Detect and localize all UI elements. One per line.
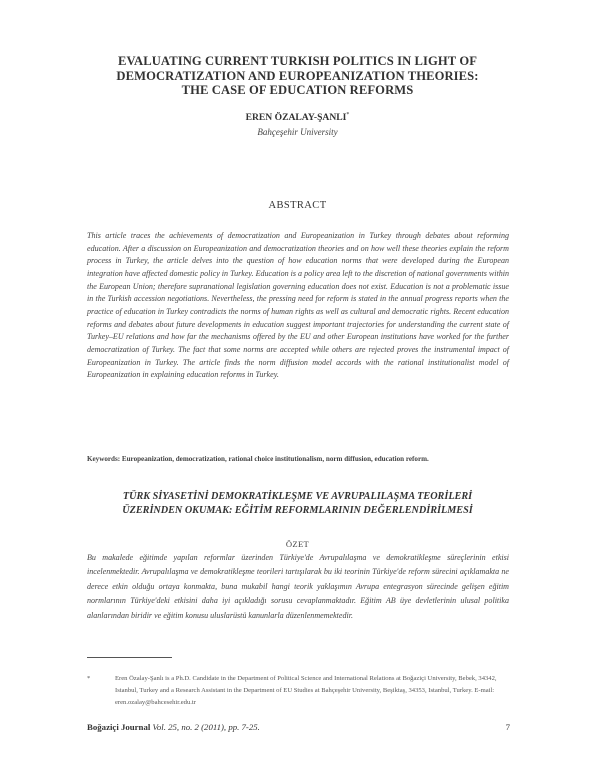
footnote-mark: * [87, 675, 91, 682]
turkish-title-line-1: TÜRK SİYASETİNİ DEMOKRATİKLEŞME VE AVRUPALILAŞMA TEORİLERİ [122, 491, 473, 502]
author-footnote-mark: * [346, 112, 350, 118]
footnote-divider [87, 657, 172, 658]
author-affiliation: Bahçeşehir University [257, 127, 338, 137]
article-title-line-1: EVALUATING CURRENT TURKISH POLITICS IN LIGHT OF [117, 54, 478, 68]
keywords: Keywords: Europeanization, democratization, rational choice institutionalism, norm diffusion, education reform. [87, 455, 429, 463]
footnote-text: Eren Özalay-Şanlı is a Ph.D. Candidate in the Department of Political Science and International Relations at Boğaziçi University, Bebek, 34342, Istanbul, Turkey and a Research Assistant in the Department of EU Studies at Bahçeşehir University, Beşiktaş, 34353, Istanbul, Turkey. E-mail: eren.ozalay@bahcesehir.edu.tr [115, 675, 497, 706]
journal-reference: Vol. 25, no. 2 (2011), pp. 7-25. [150, 722, 260, 732]
turkish-title-line-2: ÜZERİNDEN OKUMAK: EĞİTİM REFORMLARININ DEĞERLENDİRİLMESİ [122, 504, 473, 516]
footnote [87, 673, 509, 708]
article-title [60, 54, 535, 98]
abstract-heading: ABSTRACT [268, 200, 327, 211]
ozet-text: Bu makalede eğitimde yapılan reformlar üzerinden Türkiye'de Avrupalılaşma ve demokratikleşme süreçlerinin etkisi incelenmektedir. Avrupalılaşma ve demokratikleşme teorileri tartışılarak bu iki teorinin Türkiye'de reform sürecini açıklamakta ne derece etkin olduğu ortaya konmakta, buna mukabil hangi teorik yaklaşımın Avrupa entegrasyon sürecinde gelişen eğitim normlarının Türkiye'deki etkisini daha iyi açıkladığı sorusu cevaplanmaktadır. Eğitim AB üye devletlerinin ulusal politika alanlarından biridir ve eğitim konusu uluslarüstü kanunlarla düzenlenmemektedir. [87, 553, 509, 620]
journal-name: Boğaziçi Journal [87, 722, 151, 732]
journal-citation [87, 722, 260, 732]
author-line [0, 112, 595, 123]
author-name: EREN ÖZALAY-ŞANLI [245, 112, 347, 123]
article-title-line-2: DEMOCRATIZATION AND EUROPEANIZATION THEORIES: [116, 68, 479, 83]
turkish-title [60, 490, 535, 517]
article-title-line-3: THE CASE OF EDUCATION REFORMS [181, 83, 414, 97]
page-number: 7 [505, 722, 510, 732]
ozet-heading: ÖZET [285, 539, 310, 549]
abstract-text: This article traces the achievements of democratization and Europeanization in Turkey through debates about reforming education. After a discussion on Europeanization and democratization theories and on how well these theories explain the reform process in Turkey, the article delves into the question of how education norms that were developed during the European integration have affected domestic policy in Turkey. Education is a policy area left to the discretion of national governments within the European Union; therefore supranational legislation governing education does not exist. Education is not a problematic issue in the Turkish accession negotiations. Nevertheless, the pressing need for reform is stated in the annual progress reports when the practice of education in Turkey contradicts the norms of human rights as well as cultural and democratic rights. Recent education reforms and debates about future developments in education suggest important trajectories for understanding the current state of Turkey–EU relations and how far the mechanisms offered by the EU and other European institutions have worked for the further democratization of Turkey. The fact that some norms are accepted while others are rejected proves the instrumental impact of Europeanization in Turkey. The article finds the norm diffusion model accords with the rational institutionalist model of Europeanization in explaining education reforms in Turkey. [87, 231, 509, 380]
